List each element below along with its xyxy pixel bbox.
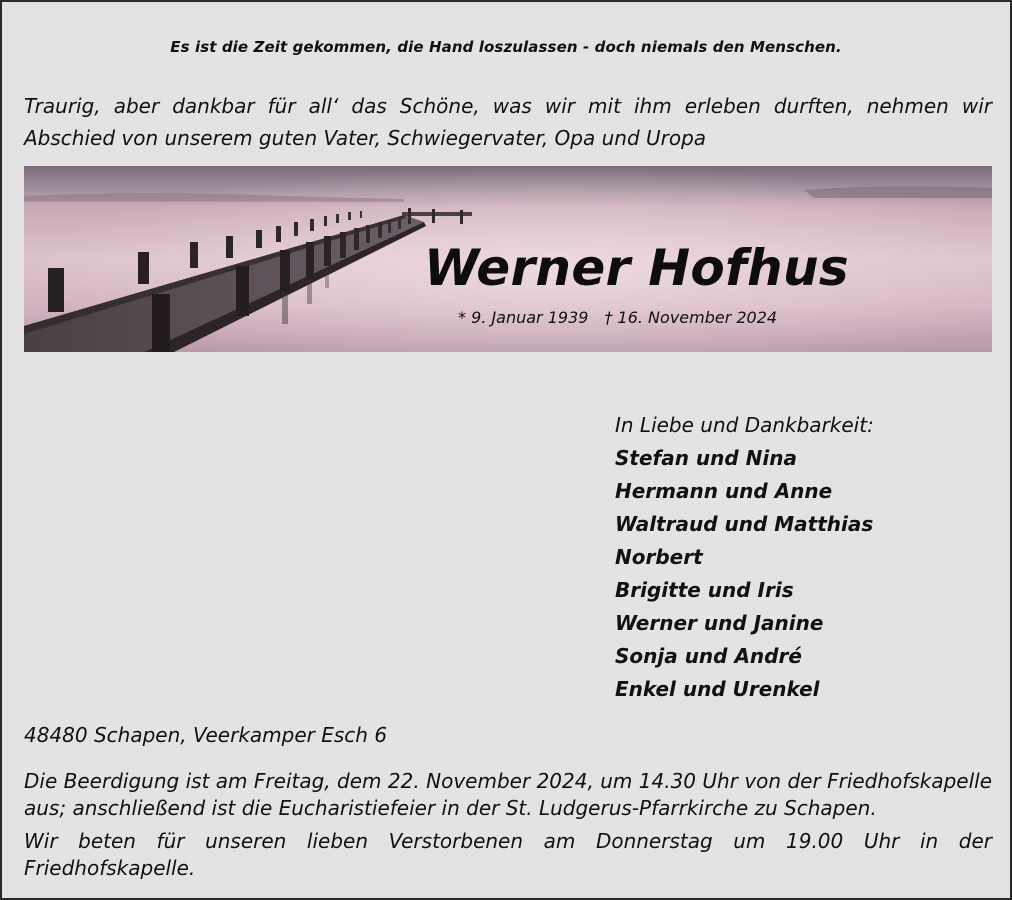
intro-text: Traurig, aber dankbar für all‘ das Schöne, was wir mit ihm erleben durften, nehmen wir Abschied von unserem guten Vater, Schwiegervater, Opa und Uropa	[24, 94, 992, 150]
prayer-info: Wir beten für unseren lieben Verstorbenen am Donnerstag um 19.00 Uhr in der Friedhofskapelle.	[24, 829, 992, 880]
family-member: Brigitte und Iris	[615, 578, 794, 602]
family-member: Enkel und Urenkel	[615, 677, 820, 701]
family-member: Sonja und André	[615, 644, 802, 668]
funeral-info: Die Beerdigung ist am Freitag, dem 22. November 2024, um 14.30 Uhr von der Friedhofskapelle aus; anschließend ist die Eucharistiefeier in der St. Ludgerus-Pfarrkirche zu Schapen.	[24, 769, 992, 820]
family-list	[615, 408, 874, 706]
motto: Es ist die Zeit gekommen, die Hand loszulassen - doch niemals den Menschen.	[170, 38, 842, 56]
address: 48480 Schapen, Veerkamper Esch 6	[24, 723, 388, 747]
family-member: Hermann und Anne	[615, 479, 833, 503]
family-member: Werner und Janine	[615, 611, 824, 635]
family-lead: In Liebe und Dankbarkeit:	[615, 413, 874, 437]
deceased-name: Werner Hofhus	[424, 239, 849, 297]
family-member: Stefan und Nina	[615, 446, 798, 470]
life-dates	[458, 308, 777, 327]
death-date: † 16. November 2024	[604, 308, 778, 327]
family-member: Norbert	[615, 545, 703, 569]
birth-date: * 9. Januar 1939	[458, 308, 589, 327]
banner-image	[24, 166, 992, 352]
family-member: Waltraud und Matthias	[615, 512, 874, 536]
